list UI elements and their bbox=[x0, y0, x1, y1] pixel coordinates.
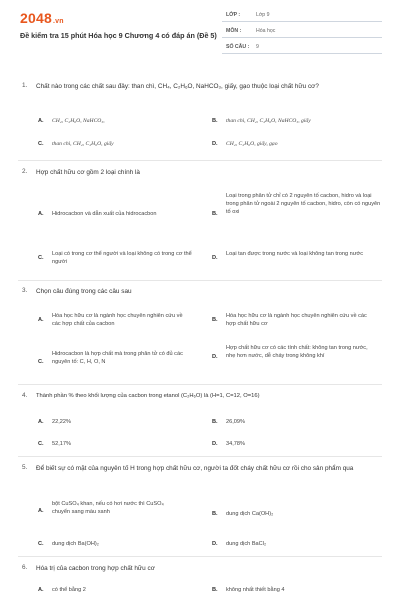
option-label: D. bbox=[212, 141, 218, 147]
question-number: 2. bbox=[22, 168, 28, 175]
page-title: Đề kiểm tra 15 phút Hóa học 9 Chương 4 có đáp án (Đề 5) bbox=[20, 31, 217, 40]
divider bbox=[18, 384, 382, 385]
question-text: Chất nào trong các chất sau đây: than chì, CH₄, C₂H₆O, NaHCO₃, giấy, gạo thuộc loại chất hữu cơ? bbox=[36, 83, 319, 90]
option-text: bột CuSO₄ khan, nếu có hơi nước thì CuSO₄ chuyển sang màu xanh bbox=[52, 501, 164, 515]
option-text: dung dịch BaCl₂ bbox=[226, 541, 267, 547]
divider bbox=[18, 456, 382, 457]
logo-suffix: .vn bbox=[52, 18, 64, 25]
option-text: 26,09% bbox=[226, 419, 245, 425]
divider bbox=[18, 556, 382, 557]
option-label: B. bbox=[212, 211, 218, 217]
option-label: B. bbox=[212, 511, 218, 517]
option-text: CH₄, C₂H₆O, giấy, gạo bbox=[226, 141, 278, 147]
info-key: SỐ CÂU : bbox=[226, 44, 250, 50]
info-key: MÔN : bbox=[226, 28, 242, 34]
option-text: dung dịch Ba(OH)₂ bbox=[52, 541, 99, 547]
question-text: Thành phần % theo khối lượng của cacbon trong etanol (C₂H₆O) là (H=1, C=12, O=16) bbox=[36, 393, 260, 399]
divider bbox=[222, 21, 382, 22]
option-label: B. bbox=[212, 317, 218, 323]
question-number: 6. bbox=[22, 564, 28, 571]
option-text: Hợp chất hữu cơ có các tính chất: không tan trong nước, nhẹ hơn nước, dễ cháy trong không khí bbox=[226, 345, 368, 359]
option-text: Hóa học hữu cơ là ngành học chuyên nghiên cứu về các hợp chất của cacbon bbox=[52, 313, 183, 327]
option-label: C. bbox=[38, 441, 44, 447]
option-label: C. bbox=[38, 141, 44, 147]
info-value: Lớp 9 bbox=[256, 12, 270, 18]
question-number: 1. bbox=[22, 82, 28, 89]
option-text: than chì, CH₄, C₂H₆O, giấy bbox=[52, 141, 114, 147]
question-number: 5. bbox=[22, 464, 28, 471]
info-value: Hóa học bbox=[256, 28, 276, 34]
info-value: 9 bbox=[256, 44, 259, 50]
option-label: C. bbox=[38, 255, 44, 261]
divider bbox=[222, 37, 382, 38]
option-label: A. bbox=[38, 508, 44, 514]
option-text: Loại có trong cơ thể người và loại không có trong cơ thể người bbox=[52, 251, 192, 265]
option-label: A. bbox=[38, 118, 44, 124]
page-header bbox=[0, 0, 400, 62]
option-text: 34,78% bbox=[226, 441, 245, 447]
option-label: D. bbox=[212, 441, 218, 447]
option-text: Loại trong phân tử chỉ có 2 nguyên tố cacbon, hidro và loại trong phân tử ngoài 2 nguyên tố cacbon, hidro, còn có nguyên tố oxi bbox=[226, 193, 381, 215]
option-text: than chì, CH₄, C₂H₆O, NaHCO₃, giấy bbox=[226, 118, 311, 124]
option-label: A. bbox=[38, 317, 44, 323]
option-label: B. bbox=[212, 587, 218, 593]
question-number: 3. bbox=[22, 287, 28, 294]
option-text: 22,22% bbox=[52, 419, 71, 425]
option-label: A. bbox=[38, 587, 44, 593]
option-label: D. bbox=[212, 541, 218, 547]
option-text: Hóa học hữu cơ là ngành học chuyên nghiên cứu về các hợp chất hữu cơ bbox=[226, 313, 367, 327]
option-label: D. bbox=[212, 354, 218, 360]
question-text: Hợp chất hữu cơ gồm 2 loại chính là bbox=[36, 169, 140, 176]
divider bbox=[18, 280, 382, 281]
option-text: Hidrocacbon và dẫn xuất của hidrocacbon bbox=[52, 211, 157, 217]
option-text: Hidrocacbon là hợp chất mà trong phân tử có đủ các nguyên tố: C, H, O, N bbox=[52, 351, 183, 365]
divider bbox=[18, 160, 382, 161]
option-text: dung dịch Ca(OH)₂ bbox=[226, 511, 274, 517]
logo-text: 2048 bbox=[20, 10, 52, 26]
option-label: D. bbox=[212, 255, 218, 261]
info-key: LỚP : bbox=[226, 12, 241, 18]
option-label: B. bbox=[212, 118, 218, 124]
option-label: A. bbox=[38, 211, 44, 217]
option-text: 52,17% bbox=[52, 441, 71, 447]
option-label: C. bbox=[38, 541, 44, 547]
option-text: Loại tan được trong nước và loại không tan trong nước bbox=[226, 251, 363, 257]
option-label: A. bbox=[38, 419, 44, 425]
option-text: CH₄, C₂H₆O, NaHCO₃, bbox=[52, 118, 105, 124]
option-text: có thể bằng 2 bbox=[52, 587, 86, 593]
option-label: C. bbox=[38, 359, 44, 365]
divider bbox=[222, 53, 382, 54]
option-label: B. bbox=[212, 419, 218, 425]
site-logo[interactable] bbox=[20, 10, 64, 26]
question-text: Để biết sự có mặt của nguyên tố H trong hợp chất hữu cơ, người ta đốt cháy chất hữu cơ rồi cho sản phẩm qua bbox=[36, 465, 354, 472]
option-text: không nhất thiết bằng 4 bbox=[226, 587, 285, 593]
question-text: Hóa trị của cacbon trong hợp chất hữu cơ bbox=[36, 565, 155, 572]
question-text: Chọn câu đúng trong các câu sau bbox=[36, 288, 132, 295]
question-number: 4. bbox=[22, 392, 28, 399]
